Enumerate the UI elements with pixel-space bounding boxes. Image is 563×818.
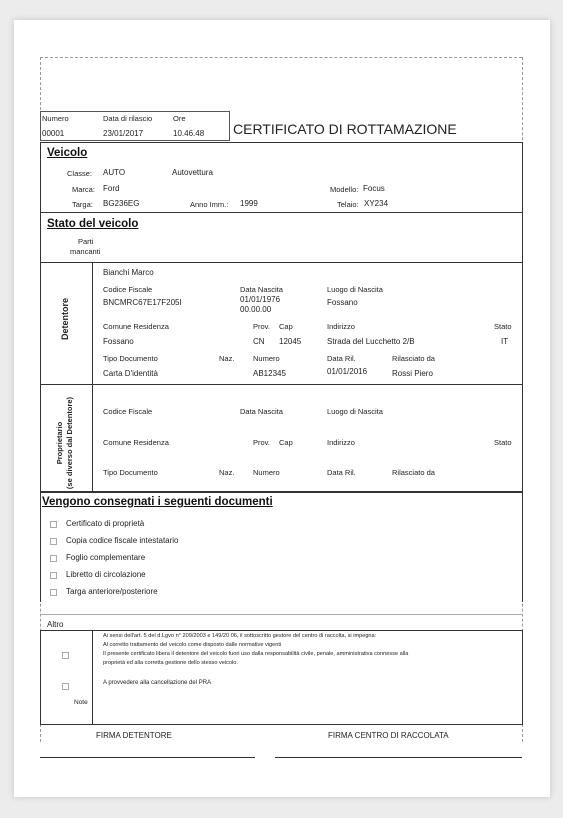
firma-detentore-line bbox=[40, 757, 255, 758]
telaio-label: Telaio: bbox=[337, 200, 359, 209]
det-data-nascita-ora: 00.00.00 bbox=[240, 305, 272, 314]
firma-detentore-label: FIRMA DETENTORE bbox=[96, 731, 172, 740]
prop-cf-label: Codice Fiscale bbox=[103, 407, 153, 416]
prop-cap-label: Cap bbox=[279, 438, 293, 447]
anno-label: Anno Imm.: bbox=[190, 200, 229, 209]
det-prov-value: CN bbox=[253, 337, 265, 346]
ore-label: Ore bbox=[173, 114, 186, 123]
det-tipo-doc-label: Tipo Documento bbox=[103, 354, 158, 363]
altro-top-border bbox=[40, 614, 523, 615]
prop-luogo-label: Luogo di Nascita bbox=[327, 407, 383, 416]
prop-stato-label: Stato bbox=[494, 438, 512, 447]
telaio-value: XY234 bbox=[364, 199, 389, 208]
det-data-nascita-label: Data Nascita bbox=[240, 285, 283, 294]
marca-value: Ford bbox=[103, 184, 120, 193]
proprietario-divider bbox=[92, 385, 93, 492]
documenti-right-border bbox=[522, 492, 523, 602]
checkbox-altro-2[interactable] bbox=[62, 683, 69, 690]
documento-item-4: Libretto di circolazione bbox=[66, 570, 146, 579]
data-rilascio-value: 23/01/2017 bbox=[103, 129, 144, 138]
det-tipo-doc-value: Carta D'identità bbox=[103, 369, 158, 378]
data-rilascio-label: Data di rilascio bbox=[103, 114, 153, 123]
modello-label: Modello: bbox=[330, 185, 359, 194]
det-data-ril-value: 01/01/2016 bbox=[327, 367, 368, 376]
altro-text-3: Il presente certificato libera il detentore del veicolo fuori uso dalla responsabilità civile, penale, amministrativa connesse alla bbox=[103, 651, 409, 657]
prop-comune-label: Comune Residenza bbox=[103, 438, 169, 447]
altro-text-4: proprietà ed alla corretta gestione dello stesso veicolo. bbox=[103, 660, 238, 666]
anno-value: 1999 bbox=[240, 199, 258, 208]
altro-label: Altro bbox=[47, 620, 64, 629]
modello-value: Focus bbox=[363, 184, 385, 193]
targa-value: BG236EG bbox=[103, 199, 140, 208]
det-cap-label: Cap bbox=[279, 322, 293, 331]
targa-label: Targa: bbox=[72, 200, 93, 209]
detentore-side-label: Detentore bbox=[60, 298, 70, 341]
det-luogo-value: Fossano bbox=[327, 298, 358, 307]
checkbox-libretto[interactable] bbox=[50, 572, 57, 579]
checkbox-targa[interactable] bbox=[50, 589, 57, 596]
det-data-ril-label: Data Ril. bbox=[327, 354, 356, 363]
tipo-value: Autovettura bbox=[172, 168, 213, 177]
det-cf-label: Codice Fiscale bbox=[103, 285, 153, 294]
det-indirizzo-label: Indirizzo bbox=[327, 322, 355, 331]
ore-value: 10.46.48 bbox=[173, 129, 205, 138]
detentore-nome: Bianchi Marco bbox=[103, 268, 154, 277]
altro-text-2: Al corretto trattamento del veicolo come disposto dalle normative vigenti bbox=[103, 642, 282, 648]
prop-rilasciato-label: Rilasciato da bbox=[392, 468, 435, 477]
mancanti-label: mancanti bbox=[70, 247, 101, 256]
documento-item-3: Foglio complementare bbox=[66, 553, 146, 562]
proprietario-side-label bbox=[55, 383, 77, 503]
veicolo-title: Veicolo bbox=[47, 147, 88, 159]
prop-numero-label: Numero bbox=[253, 468, 280, 477]
proprietario-side-label-2: (se diverso dal Detentore) bbox=[65, 396, 74, 490]
prop-tipo-doc-label: Tipo Documento bbox=[103, 468, 158, 477]
det-rilasciato-label: Rilasciato da bbox=[392, 354, 435, 363]
documenti-top-border bbox=[40, 492, 523, 493]
classe-label: Classe: bbox=[67, 169, 93, 178]
firma-centro-label: FIRMA CENTRO DI RACCOLATA bbox=[328, 731, 449, 740]
det-stato-label: Stato bbox=[494, 322, 512, 331]
documenti-left-border bbox=[40, 492, 41, 602]
det-indirizzo-value: Strada del Lucchetto 2/B bbox=[327, 337, 415, 346]
altro-text-5: A provvedere alla cancellazione del PRA bbox=[103, 680, 212, 686]
det-comune-value: Fossano bbox=[103, 337, 134, 346]
checkbox-foglio[interactable] bbox=[50, 555, 57, 562]
det-data-nascita-value: 01/01/1976 bbox=[240, 295, 281, 304]
prop-data-ril-label: Data Ril. bbox=[327, 468, 356, 477]
det-cf-value: BNCMRC67E17F205I bbox=[103, 298, 182, 307]
classe-value: AUTO bbox=[103, 168, 126, 177]
prop-indirizzo-label: Indirizzo bbox=[327, 438, 355, 447]
altro-text-1: Ai sensi dell'art. 5 del d.Lgvo n° 209/2003 e 149/20 06, il sottoscritto gestore del centro di raccolta, si impegna: bbox=[103, 633, 377, 639]
parti-label: Parti bbox=[78, 237, 94, 246]
margin-top bbox=[40, 57, 522, 58]
checkbox-codice-fiscale[interactable] bbox=[50, 538, 57, 545]
numero-value: 00001 bbox=[42, 129, 65, 138]
checkbox-certificato[interactable] bbox=[50, 521, 57, 528]
stato-title: Stato del veicolo bbox=[47, 218, 139, 230]
documento-item-2: Copia codice fiscale intestatario bbox=[66, 536, 179, 545]
documento-item-5: Targa anteriore/posteriore bbox=[66, 587, 158, 596]
det-comune-label: Comune Residenza bbox=[103, 322, 169, 331]
det-stato-value: IT bbox=[501, 337, 509, 346]
det-prov-label: Prov. bbox=[253, 322, 270, 331]
det-rilasciato-value: Rossi Piero bbox=[392, 369, 433, 378]
documenti-title: Vengono consegnati i seguenti documenti bbox=[42, 496, 273, 508]
firma-centro-line bbox=[275, 757, 522, 758]
detentore-divider bbox=[92, 263, 93, 385]
proprietario-side-label-1: Proprietario bbox=[55, 421, 64, 465]
marca-label: Marca: bbox=[72, 185, 95, 194]
document-title: CERTIFICATO DI ROTTAMAZIONE bbox=[233, 121, 457, 137]
prop-prov-label: Prov. bbox=[253, 438, 270, 447]
note-label: Note bbox=[74, 699, 88, 706]
documento-item-1: Certificato di proprietà bbox=[66, 519, 145, 528]
det-naz-label: Naz. bbox=[219, 354, 235, 363]
det-numero-value: AB12345 bbox=[253, 369, 286, 378]
altro-divider bbox=[92, 630, 93, 725]
numero-label: Numero bbox=[42, 114, 69, 123]
det-luogo-label: Luogo di Nascita bbox=[327, 285, 383, 294]
det-numero-label: Numero bbox=[253, 354, 280, 363]
det-cap-value: 12045 bbox=[279, 337, 302, 346]
checkbox-altro-1[interactable] bbox=[62, 652, 69, 659]
prop-naz-label: Naz. bbox=[219, 468, 235, 477]
prop-data-nascita-label: Data Nascita bbox=[240, 407, 283, 416]
